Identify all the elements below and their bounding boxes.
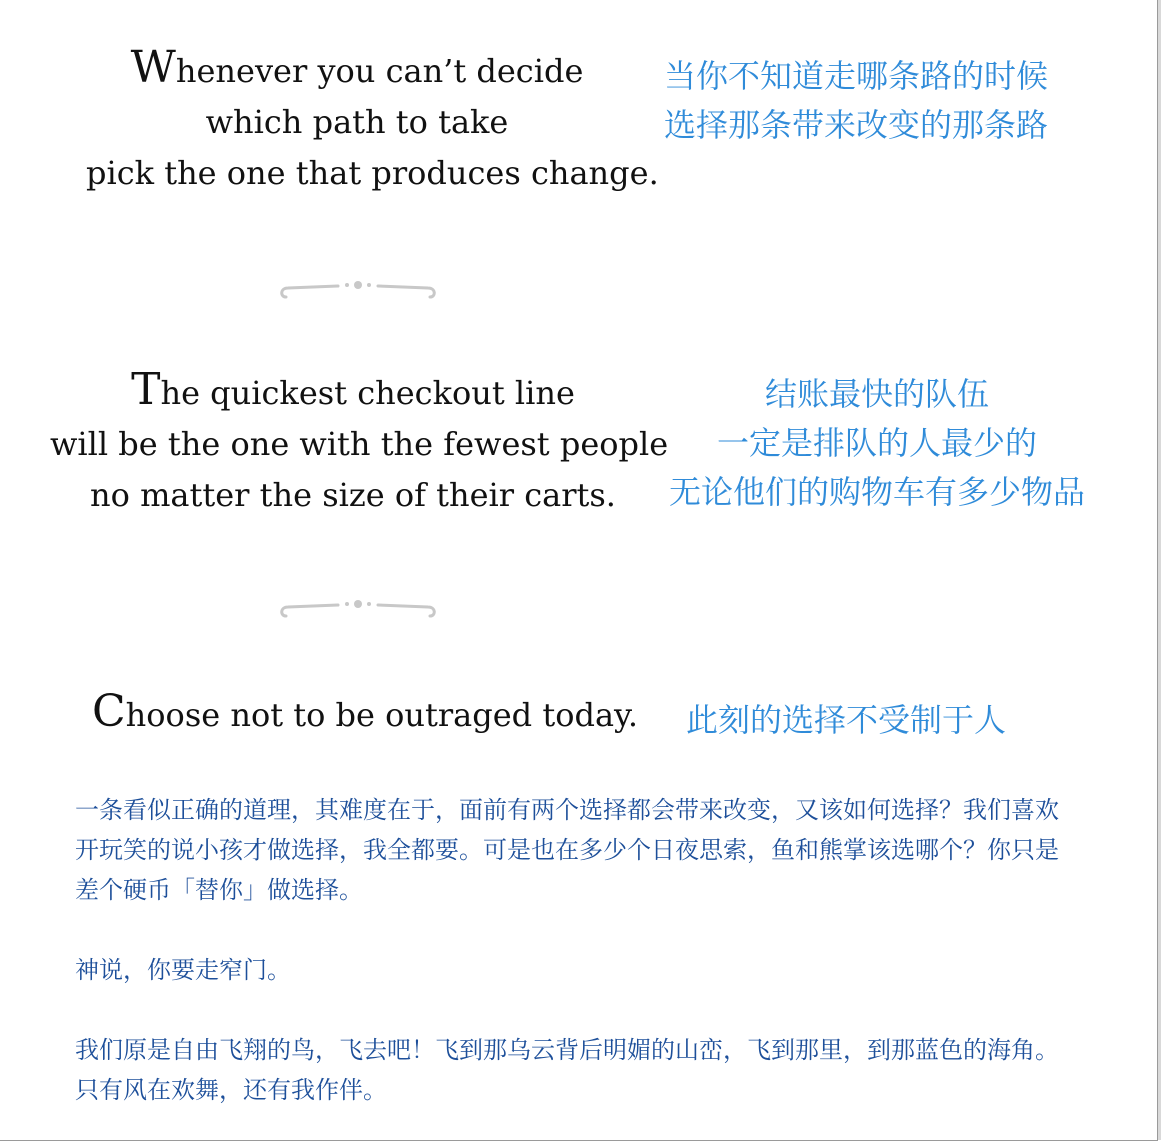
quote-1-chinese-line-2: 选择那条带来改变的那条路 xyxy=(663,106,1048,144)
quote-1-chinese-line-1: 当你不知道走哪条路的时候 xyxy=(663,57,1048,95)
quote-3-chinese-line-1: 此刻的选择不受制于人 xyxy=(685,701,1006,739)
ornamental-divider-icon xyxy=(278,279,438,303)
quote-1-english-line-1: Whenever you can’t decide xyxy=(130,42,584,93)
quote-3-chinese xyxy=(670,696,1022,745)
quote-2-chinese-line-3: 无论他们的购物车有多少物品 xyxy=(668,473,1085,511)
quote-2-english-line-3: no matter the size of their carts. xyxy=(90,476,616,514)
quote-2-english-line-1: The quickest checkout line xyxy=(131,364,575,415)
commentary-paragraph-2: 神说，你要走窄门。 xyxy=(75,956,291,984)
quote-2-chinese xyxy=(654,370,1100,517)
commentary xyxy=(75,790,1065,1110)
quote-2-chinese-line-1: 结账最快的队伍 xyxy=(764,375,989,413)
quote-2-drop-cap: T xyxy=(131,364,161,415)
quote-3-english xyxy=(92,686,639,741)
quote-2-english-line-2: will be the one with the fewest people xyxy=(50,425,669,463)
quote-1-english xyxy=(86,42,659,199)
quote-3-english-line-1: Choose not to be outraged today. xyxy=(92,686,639,737)
quote-1-english-line-3: pick the one that produces change. xyxy=(86,154,659,192)
quote-1-drop-cap: W xyxy=(130,42,176,93)
quote-1-english-line-2: which path to take xyxy=(205,103,509,141)
quote-3-drop-cap: C xyxy=(92,686,126,737)
quote-2-english xyxy=(50,364,669,521)
ornamental-divider-icon xyxy=(278,598,438,622)
commentary-paragraph-3: 我们原是自由飞翔的鸟，飞去吧！飞到那乌云背后明媚的山峦，飞到那里，到那蓝色的海角。只有风在欢舞，还有我作伴。 xyxy=(75,1036,1059,1104)
quote-1-chinese xyxy=(650,52,1062,150)
quote-2-chinese-line-2: 一定是排队的人最少的 xyxy=(716,424,1037,462)
commentary-paragraph-1: 一条看似正确的道理，其难度在于，面前有两个选择都会带来改变，又该如何选择？我们喜欢开玩笑的说小孩才做选择，我全都要。可是也在多少个日夜思索，鱼和熊掌该选哪个？你只是差个硬币「替你」做选择。 xyxy=(75,796,1059,904)
